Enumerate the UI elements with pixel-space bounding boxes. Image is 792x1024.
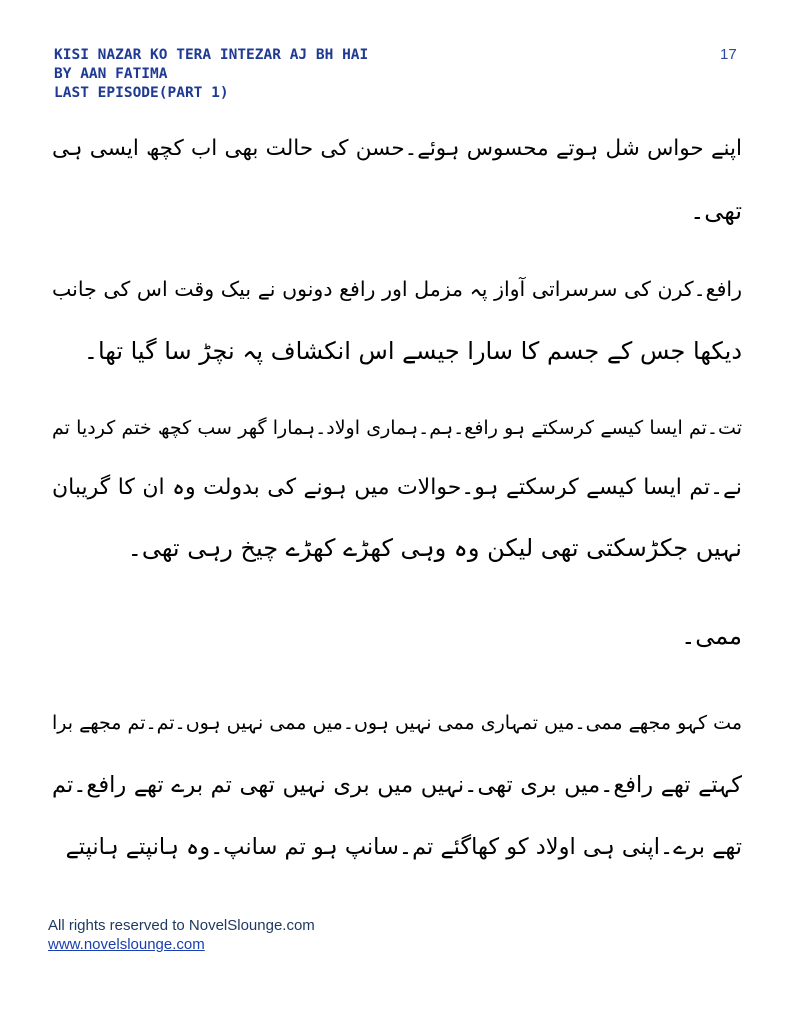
text-line: نے۔تم ایسا کیسے کرسکتے ہو۔حوالات میں ہونے کی بدولت وہ ان کا گریبان: [52, 475, 742, 500]
text-line: اپنے حواس شل ہوتے محسوس ہوئے۔حسن کی حالت بھی اب کچھ ایسی ہی: [52, 136, 742, 161]
author-line: BY AAN FATIMA: [54, 66, 168, 82]
paragraph: [52, 692, 742, 878]
text-line: دیکھا جس کے جسم کا سارا جیسے اس انکشاف پہ نچڑ سا گیا تھا۔: [83, 337, 742, 365]
text-line: ممی۔: [681, 622, 742, 650]
novel-title: KISI NAZAR KO TERA INTEZAR AJ BH HAI: [54, 47, 369, 63]
text-line: مت کہو مجھے ممی۔میں تمہاری ممی نہیں ہوں۔میں ممی نہیں ہوں۔تم۔تم مجھے برا: [52, 712, 742, 734]
text-line: رافع۔کرن کی سرسراتی آواز پہ مزمل اور رافع دونوں نے بیک وقت اس کی جانب: [52, 277, 742, 301]
document-footer: [48, 916, 315, 954]
document-header: [54, 46, 368, 103]
copyright-notice: All rights reserved to NovelSlounge.com: [48, 917, 315, 934]
text-line: تھے برے۔اپنی ہی اولاد کو کھاگئے تم۔سانپ ہو تم سانپ۔وہ ہانپتے ہانپتے: [65, 834, 742, 860]
page-number: 17: [720, 46, 737, 63]
paragraph: [52, 118, 742, 242]
paragraph: [52, 258, 742, 382]
text-line: نہیں جکڑسکتی تھی لیکن وہ وہی کھڑے کھڑے چیخ رہی تھی۔: [127, 534, 742, 562]
paragraph: [52, 398, 742, 578]
text-line: تت۔تم ایسا کیسے کرسکتے ہو رافع۔ہم۔ہماری اولاد۔ہمارا گھر سب کچھ ختم کردیا تم: [52, 417, 742, 439]
story-body: [52, 118, 742, 878]
text-line: تھی۔: [690, 197, 742, 225]
text-line: کہتے تھے رافع۔میں بری تھی۔نہیں میں بری نہیں تھی تم برے تھے رافع۔تم: [52, 772, 742, 798]
episode-line: LAST EPISODE(PART 1): [54, 85, 229, 101]
website-link[interactable]: www.novelslounge.com: [48, 936, 205, 953]
paragraph: [52, 606, 742, 666]
